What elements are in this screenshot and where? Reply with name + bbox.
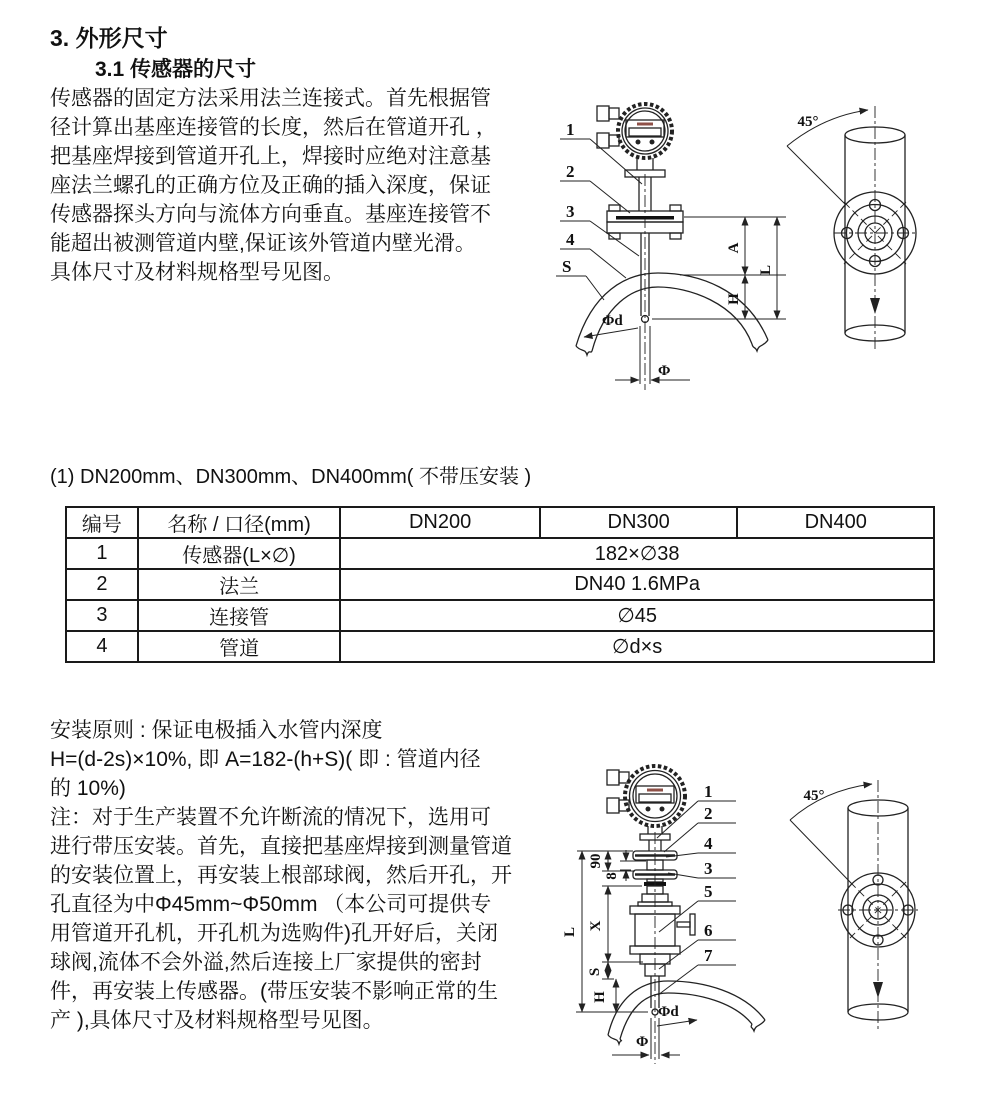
row-name: 连接管 [138, 600, 341, 631]
lcd-brand-mark [647, 789, 663, 792]
table-row [66, 538, 934, 569]
notes-line: 产 ),具体尺寸及材料规格型号见图。 [50, 1009, 384, 1032]
dim-label-phi: Φ [658, 363, 671, 379]
notes-line: 件，再安装上传感器。(带压安装不影响正常的生 [50, 980, 498, 1003]
dim-label-X: X [588, 920, 604, 932]
flow-direction-arrow [873, 982, 883, 998]
intro-line: 把基座焊接到管道开孔上，焊接时应绝对注意基 [50, 145, 491, 168]
bore-dimensions [584, 313, 690, 380]
cable-gland-icon [597, 106, 619, 148]
table-row [66, 569, 934, 600]
section-title: 3. 外形尺寸 [50, 25, 168, 51]
dim-label-phid: Φd [602, 313, 623, 329]
intro-line: 径计算出基座连接管的长度，然后在管道开孔 ， [50, 116, 497, 139]
row-value: ∅45 [340, 600, 934, 631]
intro-line: 传感器探头方向与流体方向垂直。基座连接管不 [50, 203, 491, 226]
intro-paragraph [50, 84, 497, 287]
pipe-top-view [787, 106, 916, 350]
notes-line: H=(d-2s)×10%, 即 A=182-(h+S)( 即 : 管道内径 [50, 748, 481, 771]
notes-line: 用管道开孔机，开孔机为选购件)孔开好后，关闭 [50, 922, 498, 945]
part-label-2: 2 [704, 804, 713, 823]
intro-line: 传感器的固定方法采用法兰连接式。首先根据管 [50, 87, 491, 110]
part-label-7: 7 [704, 946, 713, 965]
notes-line: 进行带压安装。首先，直接把基座焊接到测量管道 [50, 835, 512, 858]
col-header-dn400: DN400 [737, 507, 934, 538]
intro-line: 具体尺寸及材料规格型号见图。 [50, 261, 344, 284]
notes-line: 安装原则 : 保证电极插入水管内深度 [50, 719, 383, 742]
row-value: ∅d×s [340, 631, 934, 662]
intro-line: 能超出被测管道内壁,保证该外管道内壁光滑。 [50, 232, 476, 255]
part-label-S: S [562, 257, 572, 276]
notes-line: 的 10%) [50, 777, 126, 800]
sensor-dimension-diagram-1 [540, 78, 990, 413]
row-no: 3 [66, 600, 138, 631]
dim-label-phi: Φ [636, 1034, 649, 1050]
row-no: 2 [66, 569, 138, 600]
dim-label-H: H [726, 293, 742, 305]
col-header-no: 编号 [66, 507, 138, 538]
dim-label-A: A [726, 242, 742, 254]
valve-handle [677, 922, 690, 927]
col-header-dn200: DN200 [340, 507, 540, 538]
pipe-top-view [790, 780, 918, 1030]
row-value: 182×∅38 [340, 538, 934, 569]
angle-label: 45° [803, 788, 825, 804]
row-name: 法兰 [138, 569, 341, 600]
row-value: DN40 1.6MPa [340, 569, 934, 600]
part-label-1: 1 [566, 120, 575, 139]
installation-notes [50, 716, 512, 1035]
notes-line: 孔直径为中Φ45mm~Φ50mm （本公司可提供专 [50, 893, 492, 916]
dim-label-H: H [592, 991, 608, 1003]
part-label-5: 5 [704, 882, 713, 901]
dimension-spec-table [65, 506, 935, 663]
part-label-3: 3 [704, 859, 713, 878]
part-label-6: 6 [704, 921, 713, 940]
sensor-dimension-diagram-2 [552, 746, 1000, 1106]
intro-line: 座法兰螺孔的正确方位及正确的插入深度，保证 [50, 174, 491, 197]
ball-valve [630, 906, 695, 954]
row-name: 传感器(L×∅) [138, 538, 341, 569]
row-no: 1 [66, 538, 138, 569]
part-label-4: 4 [566, 230, 575, 249]
table-row [66, 631, 934, 662]
dimension-lines [652, 217, 786, 319]
angle-annotation [790, 784, 872, 884]
transmitter-head [607, 766, 685, 826]
angle-annotation [787, 110, 868, 204]
row-no: 4 [66, 631, 138, 662]
notes-line: 的安装位置上，再安装上根部球阀，然后开孔，开 [50, 864, 512, 887]
lcd-brand-mark [637, 123, 653, 126]
dim-label-90: 90 [588, 853, 604, 869]
part-label-1: 1 [704, 782, 713, 801]
section-subtitle: 3.1 传感器的尺寸 [95, 58, 257, 81]
part-label-3: 3 [566, 202, 575, 221]
part-label-2: 2 [566, 162, 575, 181]
dim-label-S: S [587, 967, 603, 977]
table-caption: (1) DN200mm、DN300mm、DN400mm( 不带压安装 ) [50, 466, 532, 488]
col-header-name: 名称 / 口径(mm) [138, 507, 341, 538]
col-header-dn300: DN300 [540, 507, 738, 538]
dim-label-L: L [758, 264, 774, 276]
notes-line: 注：对于生产装置不允许断流的情况下，选用可 [50, 806, 491, 829]
dim-label-L: L [562, 926, 578, 938]
sensor-assembly [630, 826, 695, 1064]
table-row [66, 600, 934, 631]
flow-direction-arrow [870, 298, 880, 314]
notes-line: 球阀,流体不会外溢,然后连接上厂家提供的密封 [50, 951, 482, 974]
table-header-row [66, 507, 934, 538]
part-labels [657, 782, 736, 995]
dim-label-phid: Φd [658, 1004, 679, 1020]
part-label-4: 4 [704, 834, 713, 853]
transmitter-head [597, 104, 672, 158]
row-name: 管道 [138, 631, 341, 662]
dim-label-8: 8 [604, 872, 620, 880]
angle-label: 45° [797, 114, 819, 130]
